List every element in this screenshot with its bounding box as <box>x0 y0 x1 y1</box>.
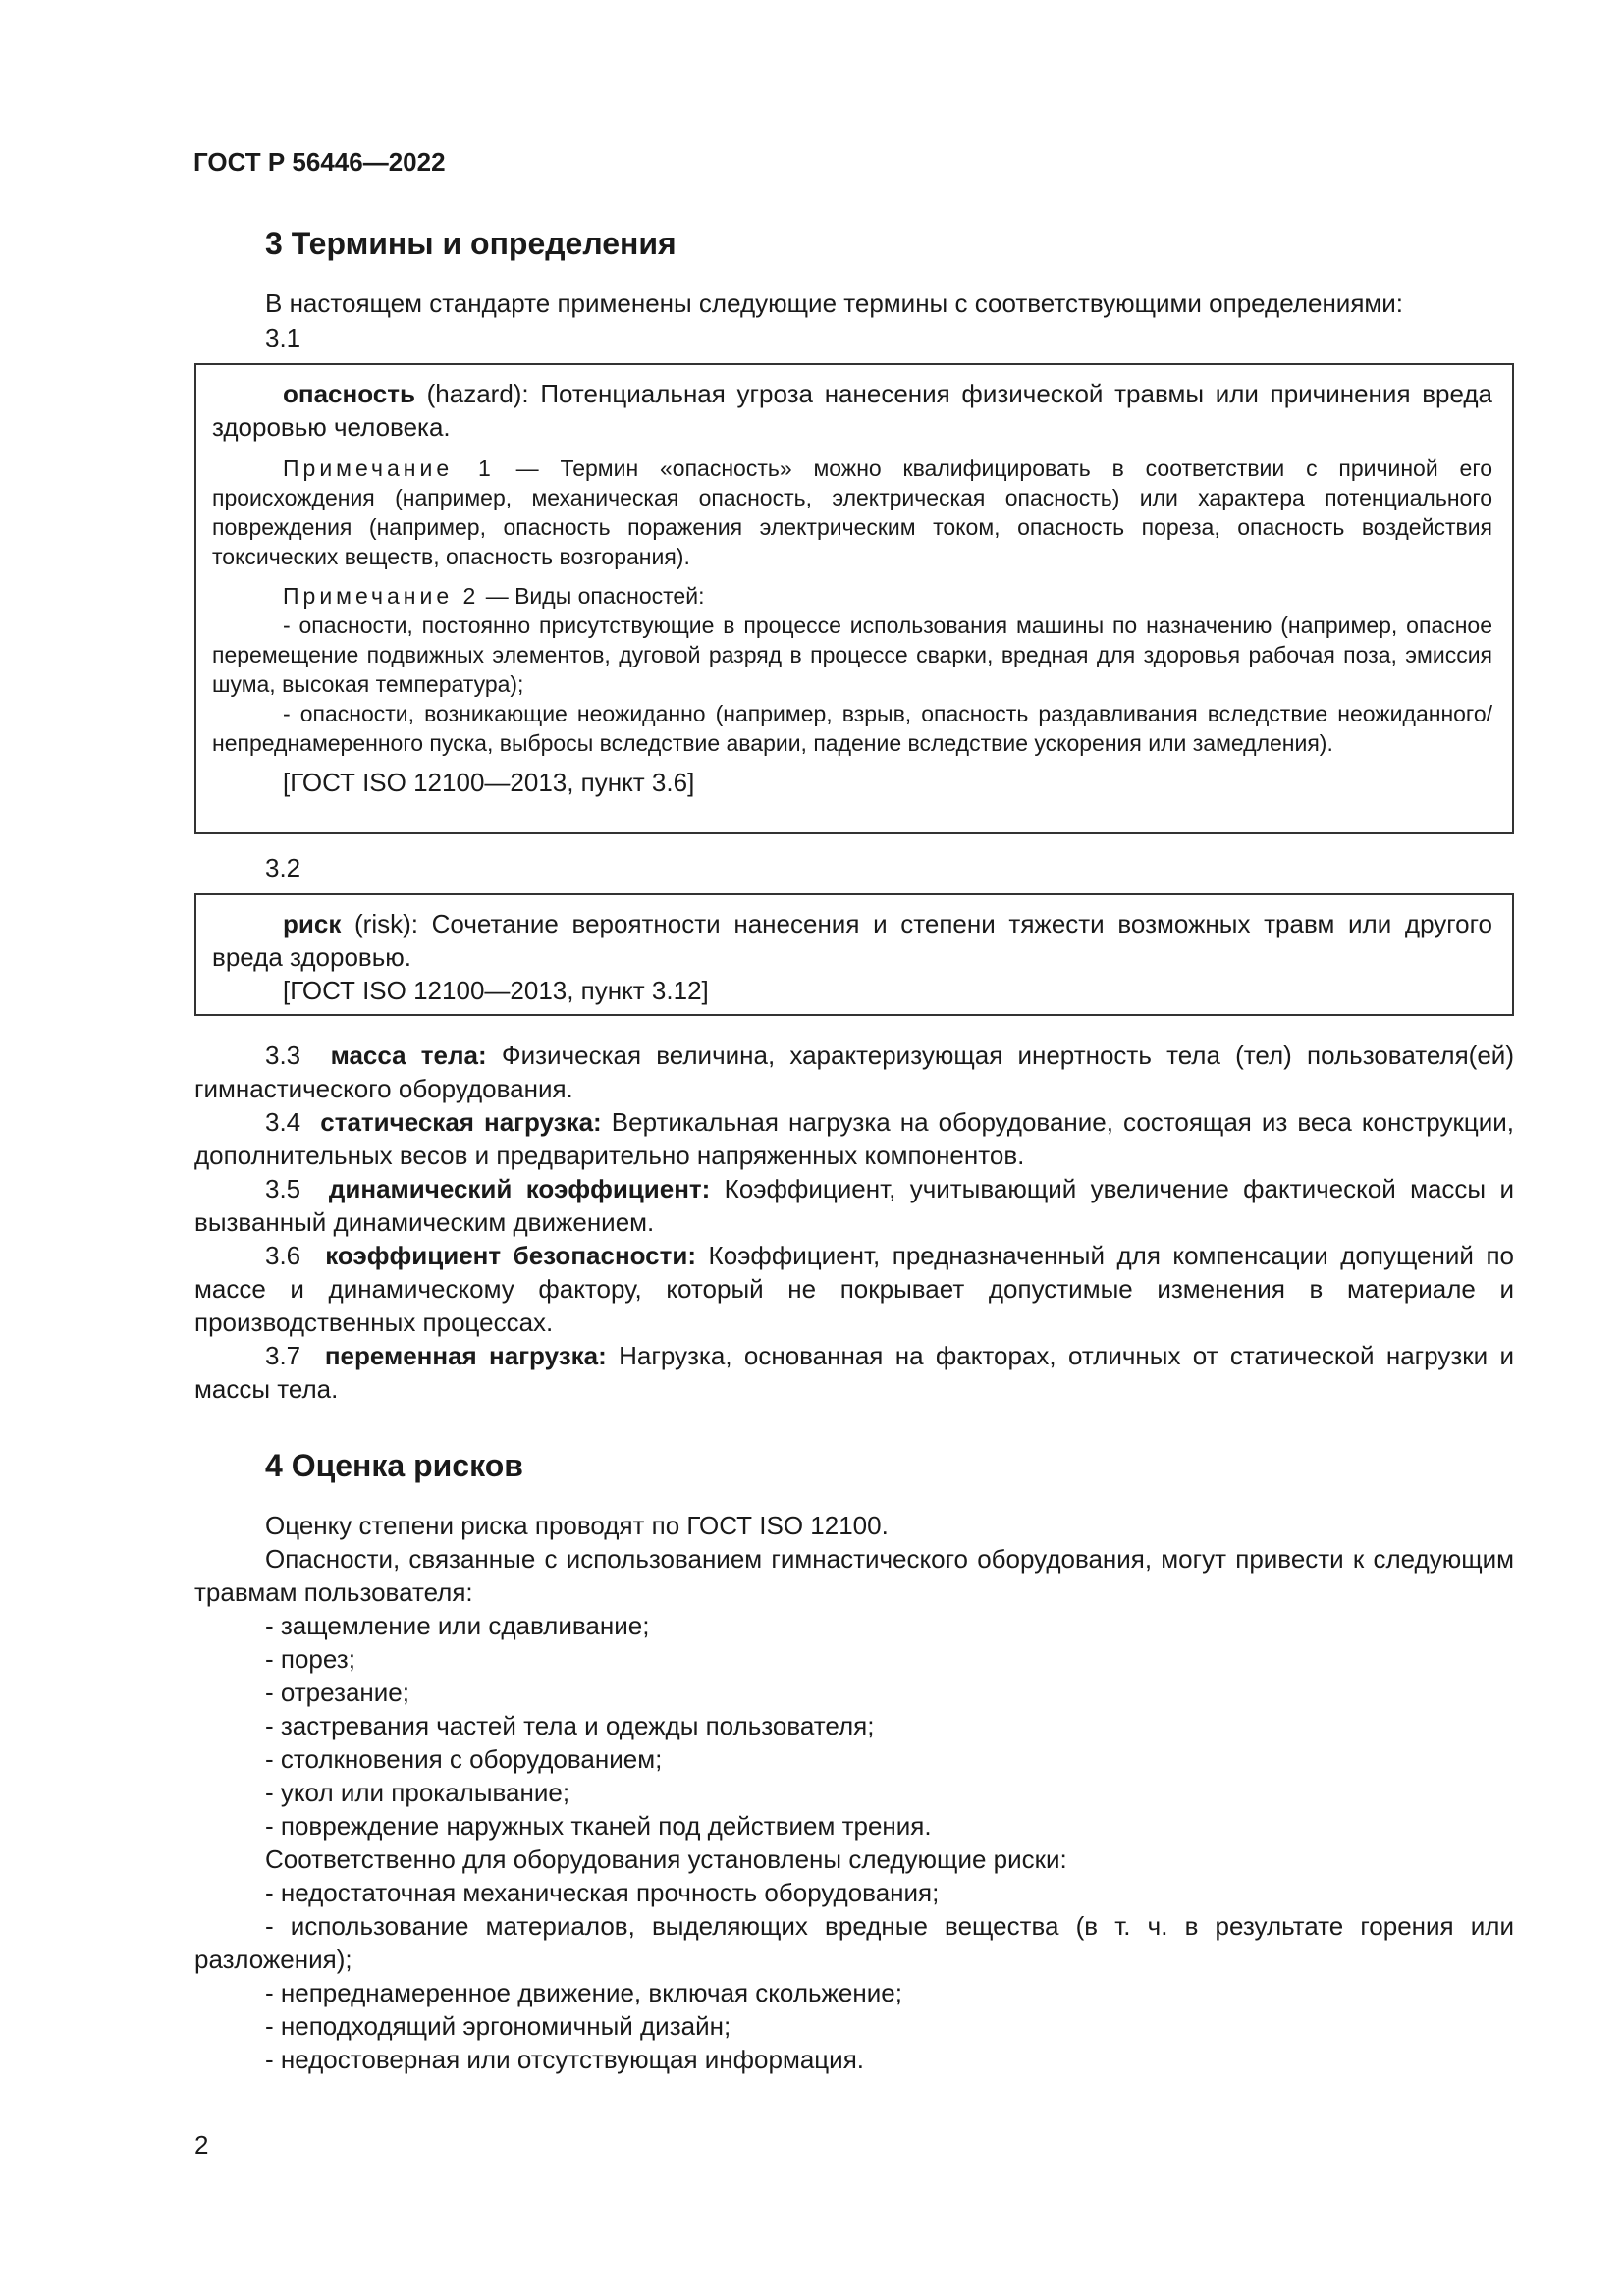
term-3-1-note-2: Примечание 2 — Виды опасностей: <box>283 583 705 609</box>
term-3-1-source: [ГОСТ ISO 12100—2013, пункт 3.6] <box>283 768 695 797</box>
injury-item: - повреждение наружных тканей под действием трения. <box>265 1811 932 1841</box>
term-3-1-box <box>194 363 1514 834</box>
section-4-body <box>194 1509 1514 2076</box>
risk-item: - непреднамеренное движение, включая скольжение; <box>265 1978 902 2007</box>
injury-item: - отрезание; <box>265 1678 409 1707</box>
term-3-7: 3.7 переменная нагрузка: Нагрузка, основанная на факторах, отличных от статической нагрузки и массы тела. <box>194 1341 1514 1404</box>
term-3-1-number: 3.1 <box>265 323 301 352</box>
term-3-1-note-2-item-1: - опасности, постоянно присутствующие в процессе использования машины по назначению (например, опасное перемещение подвижных элементов, дуговой разряд в процессе сварки, вредная для здоровья рабочая поза, эмиссия шума, высокая температура); <box>212 613 1492 697</box>
term-3-2-number: 3.2 <box>265 853 301 882</box>
term-3-2-box <box>194 893 1514 1016</box>
section-4-paragraph-1: Оценку степени риска проводят по ГОСТ ISO 12100. <box>265 1511 889 1540</box>
terms-list <box>194 1039 1514 1406</box>
page-number: 2 <box>194 2130 209 2160</box>
term-3-1-note-1: Примечание 1 — Термин «опасность» можно квалифицировать в соответствии с причиной его происхождения (например, механическая опасность, электрическая опасность) или характера потенциального повреждения (например, опасность поражения электрическим током, опасность пореза, опасность воздействия токсических веществ, опасность возгорания). <box>212 455 1492 569</box>
section-4-paragraph-2: Опасности, связанные с использованием гимнастического оборудования, могут привести к следующим травмам пользователя: <box>194 1544 1514 1607</box>
term-3-1-name: опасность <box>283 379 415 408</box>
term-3-2-source: [ГОСТ ISO 12100—2013, пункт 3.12] <box>283 976 709 1005</box>
term-3-5: 3.5 динамический коэффициент: Коэффициент, учитывающий увеличение фактической массы и вызванный динамическим движением. <box>194 1174 1514 1237</box>
risk-item: - недостоверная или отсутствующая информация. <box>265 2045 865 2074</box>
injury-item: - столкновения с оборудованием; <box>265 1744 663 1774</box>
term-3-1-note-2-item-2: - опасности, возникающие неожиданно (например, взрыв, опасность раздавливания вследствие неожиданного/непреднамеренного пуска, выбросы вследствие аварии, падение вследствие ускорения или замедления). <box>212 701 1492 756</box>
term-3-2-name: риск <box>283 909 342 938</box>
section-4-title: 4 Оценка рисков <box>265 1448 523 1483</box>
risk-item: - неподходящий эргономичный дизайн; <box>265 2011 731 2041</box>
term-3-4: 3.4 статическая нагрузка: Вертикальная нагрузка на оборудование, состоящая из веса конструкции, дополнительных весов и предварительно напряженных компонентов. <box>194 1107 1514 1170</box>
injury-item: - укол или прокалывание; <box>265 1778 570 1807</box>
term-3-1-definition: опасность (hazard): Потенциальная угроза нанесения физической травмы или причинения вреда здоровью человека. <box>212 379 1492 442</box>
section-4-paragraph-3: Соответственно для оборудования установлены следующие риски: <box>265 1844 1067 1874</box>
injury-item: - порез; <box>265 1644 355 1674</box>
injury-item: - защемление или сдавливание; <box>265 1611 650 1640</box>
risk-item: - недостаточная механическая прочность оборудования; <box>265 1878 940 1907</box>
term-3-2-definition: риск (risk): Сочетание вероятности нанесения и степени тяжести возможных травм или другого вреда здоровью. <box>212 909 1492 972</box>
risk-item: - использование материалов, выделяющих вредные вещества (в т. ч. в результате горения или разложения); <box>194 1911 1514 1974</box>
term-3-3: 3.3 масса тела: Физическая величина, характеризующая инертность тела (тел) пользователя(ей) гимнастического оборудования. <box>194 1041 1514 1103</box>
document-code: ГОСТ Р 56446—2022 <box>193 147 446 177</box>
term-3-6: 3.6 коэффициент безопасности: Коэффициент, предназначенный для компенсации допущений по массе и динамическому фактору, который не покрывает допустимые изменения в материале и производственных процессах. <box>194 1241 1514 1337</box>
injury-item: - застревания частей тела и одежды пользователя; <box>265 1711 875 1740</box>
section-3-intro: В настоящем стандарте применены следующие термины с соответствующими определениями: <box>265 289 1404 318</box>
section-3-title: 3 Термины и определения <box>265 226 677 261</box>
